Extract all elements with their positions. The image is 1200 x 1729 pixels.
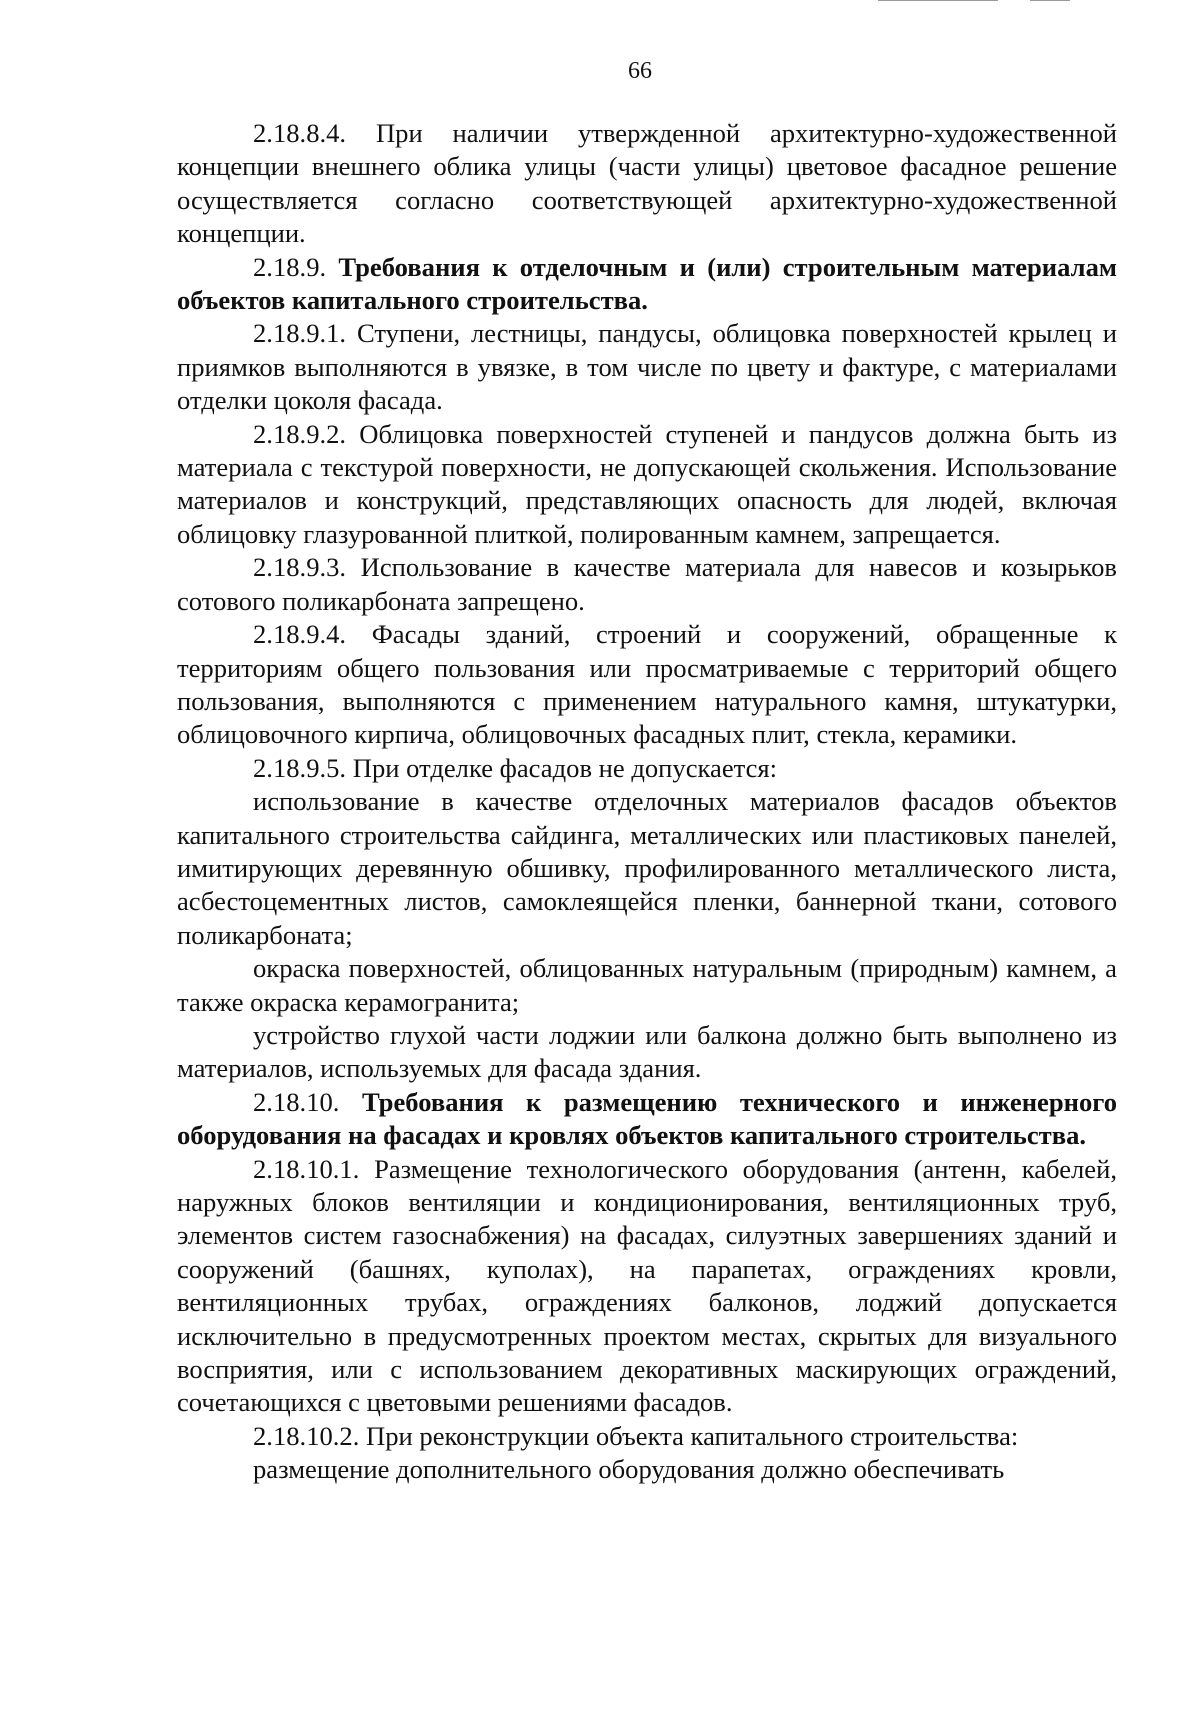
scan-edge-mark (1030, 0, 1070, 1)
clause-number: 2.18.9.5. (253, 752, 347, 783)
document-body (177, 117, 1117, 1487)
clause-number: 2.18.9.1. (253, 318, 347, 349)
clause-text: При реконструкции объекта капитального строительства: (366, 1420, 1019, 1451)
clause-text: Облицовка поверхностей ступеней и пандусов должна быть из материала с текстурой поверхности, не допускающей скольжения. Использование материалов и конструкций, представляющих опасность для людей, включая облицовку глазурованной плиткой, полированным камнем, запрещается. (177, 418, 1117, 549)
paragraph-2-18-8-4 (177, 117, 1117, 251)
section-heading-2-18-9 (177, 251, 1117, 318)
paragraph-2-18-10-2 (177, 1420, 1117, 1453)
page-number: 66 (628, 58, 652, 84)
clause-text: При отделке фасадов не допускается: (352, 752, 777, 783)
section-heading-text: Требования к отделочным и (или) строительным материалам объектов капитального строительства. (177, 251, 1117, 316)
section-heading-2-18-10 (177, 1086, 1117, 1153)
paragraph-2-18-9-5 (177, 752, 1117, 785)
paragraph-2-18-9-3 (177, 551, 1117, 618)
list-item-paragraph: размещение дополнительного оборудования должно обеспечивать (253, 1454, 1005, 1485)
clause-text: Размещение технологического оборудования (антенн, кабелей, наружных блоков вентиляции и кондиционирования, вентиляционных труб, элементов систем газоснабжения) на фасадах, силуэтных завершениях зданий и сооружений (башнях, куполах), на парапетах, ограждениях кровли, вентиляционных трубах, ограждениях балконов, лоджий допускается исключительно в предусмотренных проектом местах, скрытых для визуального восприятия, или с использованием декоративных маскирующих ограждений, сочетающихся с цветовыми решениями фасадов. (177, 1153, 1117, 1418)
clause-number: 2.18.9.4. (253, 619, 347, 650)
clause-number: 2.18.8.4. (253, 118, 347, 148)
scan-edge-mark (878, 0, 998, 1)
paragraph-2-18-9-1 (177, 317, 1117, 417)
list-item-paragraph: устройство глухой части лоджии или балкона должно быть выполнено из материалов, используемых для фасада здания. (177, 1019, 1117, 1084)
clause-number: 2.18.9.2. (253, 418, 347, 449)
clause-text: Использование в качестве материала для навесов и козырьков сотового поликарбоната запрещено. (177, 552, 1117, 616)
clause-number: 2.18.10.1. (253, 1153, 360, 1184)
list-item-paragraph: использование в качестве отделочных материалов фасадов объектов капитального строительства сайдинга, металлических или пластиковых панелей, имитирующих деревянную обшивку, профилированного металлического листа, асбестоцементных листов, самоклеящейся пленки, баннерной ткани, сотового поликарбоната; (177, 786, 1117, 950)
clause-number: 2.18.9. (253, 251, 327, 282)
clause-number: 2.18.9.3. (253, 552, 347, 583)
clause-number: 2.18.10.2. (253, 1420, 360, 1451)
section-heading-text: Требования к размещению технического и инженерного оборудования на фасадах и кровлях объектов капитального строительства. (177, 1086, 1117, 1151)
paragraph-2-18-9-2 (177, 418, 1117, 552)
clause-text: При наличии утвержденной архитектурно-художественной концепции внешнего облика улицы (части улицы) цветовое фасадное решение осуществляется согласно соответствующей архитектурно-художественной концепции. (177, 118, 1118, 249)
paragraph-2-18-9-4 (177, 618, 1117, 752)
list-item-paragraph: окраска поверхностей, облицованных натуральным (природным) камнем, а также окраска керамогранита; (177, 953, 1117, 1017)
clause-number: 2.18.10. (253, 1086, 340, 1117)
clause-text: Фасады зданий, строений и сооружений, обращенные к территориям общего пользования или просматриваемые с территорий общего пользования, выполняются с применением натурального камня, штукатурки, облицовочного кирпича, облицовочных фасадных плит, стекла, керамики. (177, 619, 1117, 750)
paragraph-2-18-10-1 (177, 1153, 1117, 1420)
clause-text: Ступени, лестницы, пандусы, облицовка поверхностей крылец и приямков выполняются в увязке, в том числе по цвету и фактуре, с материалами отделки цоколя фасада. (177, 318, 1117, 416)
